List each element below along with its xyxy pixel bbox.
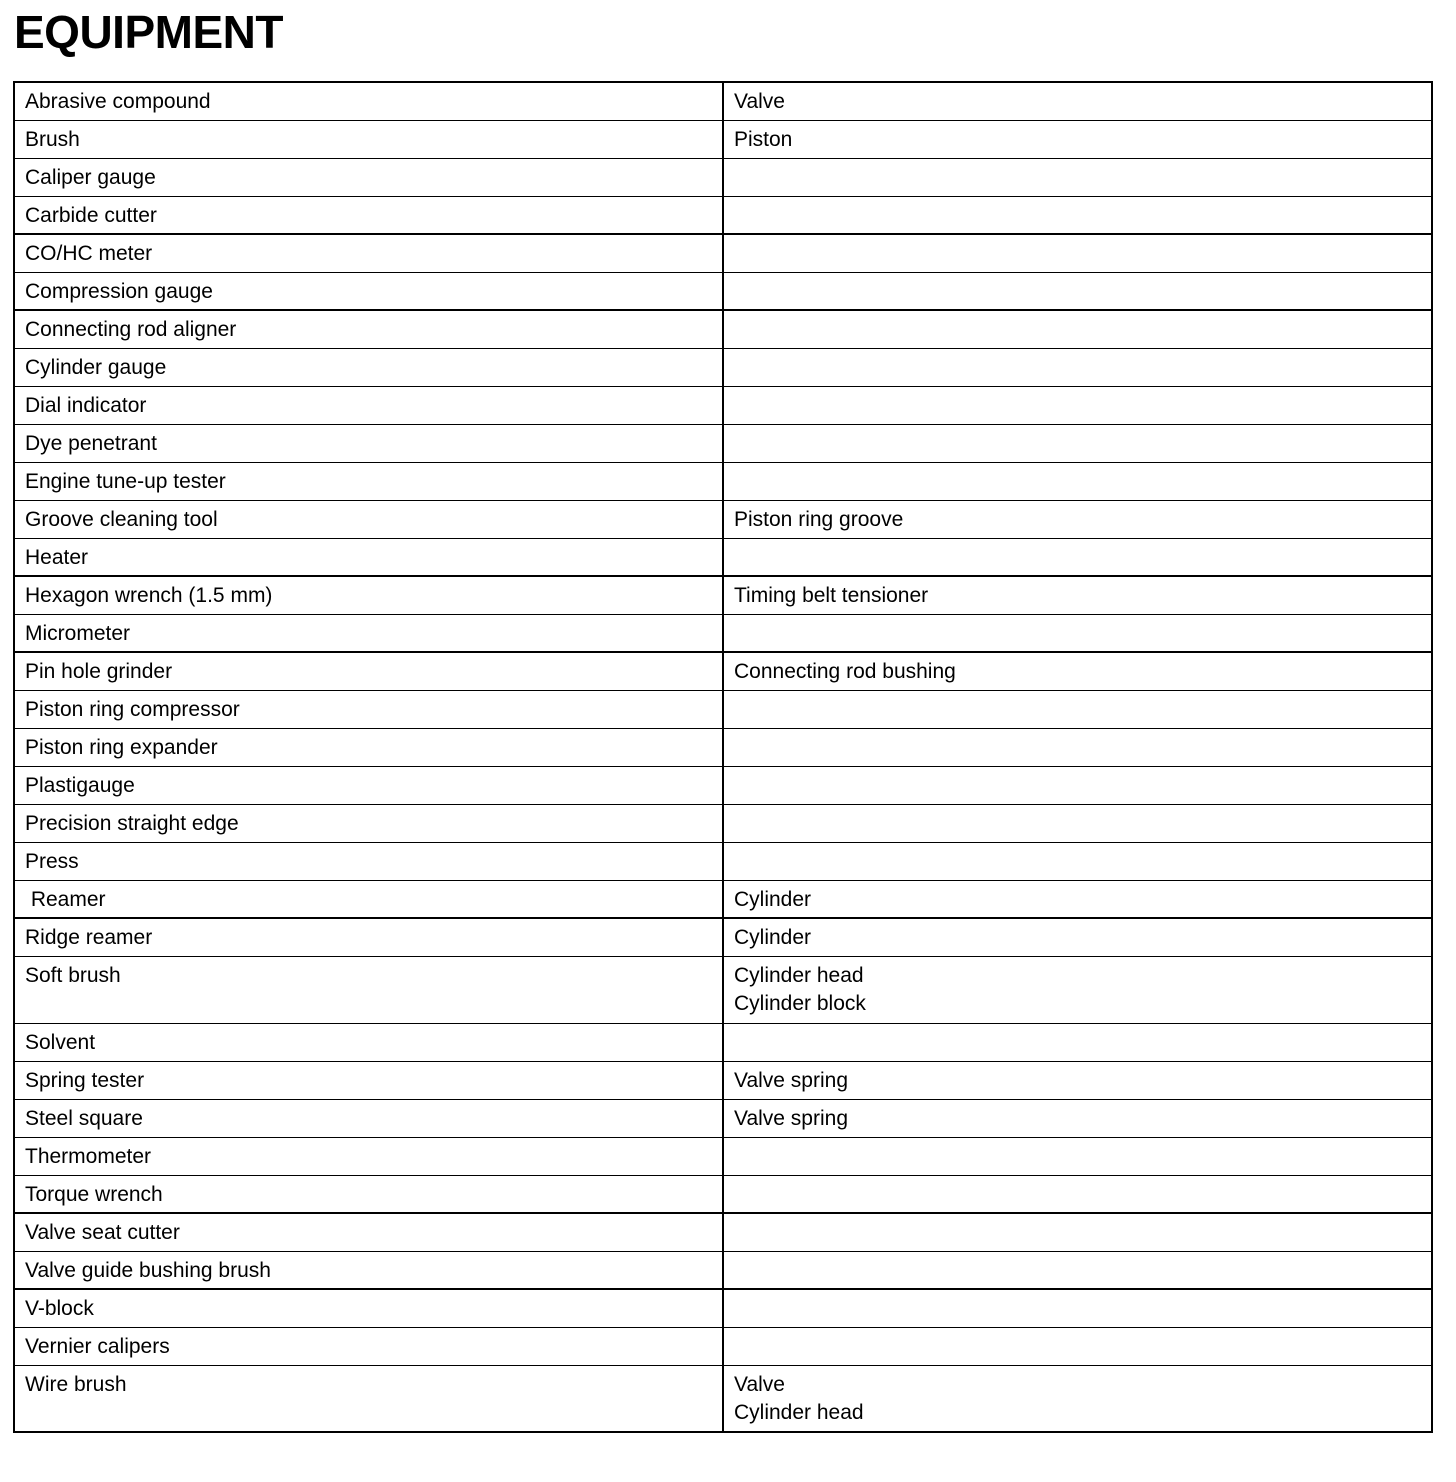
equipment-name: Steel square	[25, 1106, 143, 1130]
part-name: Cylinder	[734, 887, 812, 911]
part-name: Valve	[734, 1372, 785, 1396]
equipment-table-body	[14, 82, 1432, 1432]
part-cell	[723, 576, 1432, 614]
equipment-name: Plastigauge	[25, 773, 135, 797]
equipment-name: Heater	[25, 545, 89, 569]
equipment-cell	[14, 1327, 723, 1365]
equipment-cell	[14, 880, 723, 918]
part-cell	[723, 196, 1432, 234]
table-row	[14, 234, 1432, 272]
equipment-cell	[14, 1213, 723, 1251]
table-row	[14, 880, 1432, 918]
part-cell	[723, 1137, 1432, 1175]
equipment-name: Soft brush	[25, 963, 121, 987]
equipment-cell	[14, 842, 723, 880]
part-cell	[723, 1251, 1432, 1289]
part-cell	[723, 158, 1432, 196]
table-row	[14, 842, 1432, 880]
table-row	[14, 1099, 1432, 1137]
part-cell	[723, 1099, 1432, 1137]
equipment-name: V-block	[25, 1297, 94, 1320]
part-cell	[723, 690, 1432, 728]
equipment-cell	[14, 1023, 723, 1061]
equipment-name: Spring tester	[25, 1068, 145, 1092]
table-row	[14, 728, 1432, 766]
equipment-cell	[14, 1099, 723, 1137]
equipment-cell	[14, 500, 723, 538]
part-cell	[723, 918, 1432, 956]
equipment-cell	[14, 424, 723, 462]
part-cell	[723, 1327, 1432, 1365]
table-row	[14, 462, 1432, 500]
table-row	[14, 386, 1432, 424]
part-name: Timing belt tensioner	[734, 584, 929, 607]
part-cell	[723, 1213, 1432, 1251]
part-cell	[723, 424, 1432, 462]
table-row	[14, 918, 1432, 956]
part-name: Cylinder	[734, 926, 812, 949]
equipment-cell	[14, 272, 723, 310]
equipment-cell	[14, 614, 723, 652]
part-cell	[723, 652, 1432, 690]
equipment-cell	[14, 310, 723, 348]
equipment-name: Precision straight edge	[25, 811, 239, 835]
equipment-name: Thermometer	[25, 1144, 152, 1168]
equipment-cell	[14, 538, 723, 576]
table-row	[14, 690, 1432, 728]
part-name: Valve spring	[734, 1106, 849, 1130]
part-cell	[723, 614, 1432, 652]
part-name: Cylinder head	[734, 1400, 864, 1424]
part-cell	[723, 234, 1432, 272]
part-cell	[723, 766, 1432, 804]
equipment-name: Vernier calipers	[25, 1334, 170, 1358]
equipment-name: Compression gauge	[25, 279, 213, 303]
table-row	[14, 956, 1432, 1023]
equipment-cell	[14, 1175, 723, 1213]
table-row	[14, 1327, 1432, 1365]
equipment-table	[13, 81, 1433, 1433]
table-row	[14, 576, 1432, 614]
table-row	[14, 538, 1432, 576]
part-cell	[723, 310, 1432, 348]
table-row	[14, 652, 1432, 690]
table-row	[14, 1213, 1432, 1251]
table-row	[14, 196, 1432, 234]
equipment-cell	[14, 804, 723, 842]
equipment-cell	[14, 348, 723, 386]
part-name: Cylinder head	[734, 963, 864, 987]
table-row	[14, 1289, 1432, 1327]
equipment-name: Solvent	[25, 1030, 96, 1054]
part-cell	[723, 728, 1432, 766]
equipment-name: Abrasive compound	[25, 90, 211, 113]
part-cell	[723, 804, 1432, 842]
table-row	[14, 766, 1432, 804]
equipment-cell	[14, 1137, 723, 1175]
page-title: EQUIPMENT	[14, 6, 283, 58]
equipment-name: Connecting rod aligner	[25, 318, 237, 341]
equipment-name: Pin hole grinder	[25, 660, 173, 683]
equipment-cell	[14, 918, 723, 956]
part-cell	[723, 500, 1432, 538]
part-cell	[723, 1289, 1432, 1327]
table-row	[14, 310, 1432, 348]
part-cell	[723, 538, 1432, 576]
part-name: Valve spring	[734, 1068, 849, 1092]
part-cell	[723, 956, 1432, 1023]
equipment-name: Micrometer	[25, 621, 131, 645]
part-name: Piston	[734, 127, 793, 151]
equipment-name: Dye penetrant	[25, 431, 157, 455]
table-row	[14, 1137, 1432, 1175]
part-name: Valve	[734, 90, 785, 113]
equipment-name: Wire brush	[25, 1372, 127, 1396]
equipment-name: Carbide cutter	[25, 203, 157, 227]
equipment-cell	[14, 234, 723, 272]
equipment-name: Piston ring expander	[25, 735, 218, 759]
equipment-cell	[14, 196, 723, 234]
table-row	[14, 614, 1432, 652]
part-cell	[723, 120, 1432, 158]
part-cell	[723, 462, 1432, 500]
equipment-cell	[14, 690, 723, 728]
equipment-name: Groove cleaning tool	[25, 507, 218, 531]
part-cell	[723, 272, 1432, 310]
part-name: Piston ring groove	[734, 507, 904, 531]
equipment-cell	[14, 956, 723, 1023]
table-row	[14, 804, 1432, 842]
table-row	[14, 1175, 1432, 1213]
part-cell	[723, 880, 1432, 918]
equipment-cell	[14, 158, 723, 196]
equipment-cell	[14, 1061, 723, 1099]
equipment-cell	[14, 728, 723, 766]
equipment-cell	[14, 120, 723, 158]
equipment-name: Brush	[25, 127, 80, 151]
table-row	[14, 500, 1432, 538]
part-cell	[723, 386, 1432, 424]
table-row	[14, 424, 1432, 462]
equipment-name: Engine tune-up tester	[25, 469, 226, 493]
equipment-name: Valve guide bushing brush	[25, 1258, 271, 1282]
part-name: Connecting rod bushing	[734, 660, 956, 683]
table-row	[14, 348, 1432, 386]
equipment-name: Press	[25, 849, 79, 873]
part-cell	[723, 82, 1432, 120]
table-row	[14, 82, 1432, 120]
table-row	[14, 158, 1432, 196]
part-cell	[723, 1061, 1432, 1099]
table-row	[14, 120, 1432, 158]
equipment-name: Torque wrench	[25, 1182, 163, 1206]
equipment-name: Hexagon wrench (1.5 mm)	[25, 584, 273, 607]
equipment-cell	[14, 386, 723, 424]
equipment-name: Valve seat cutter	[25, 1221, 180, 1244]
table-row	[14, 1251, 1432, 1289]
equipment-name: Piston ring compressor	[25, 697, 240, 721]
table-row	[14, 272, 1432, 310]
part-name: Cylinder block	[734, 991, 866, 1015]
equipment-name: CO/HC meter	[25, 242, 153, 265]
table-row	[14, 1365, 1432, 1432]
table-row	[14, 1023, 1432, 1061]
equipment-cell	[14, 576, 723, 614]
part-cell	[723, 1365, 1432, 1432]
equipment-name: Reamer	[25, 887, 106, 911]
equipment-cell	[14, 82, 723, 120]
part-cell	[723, 842, 1432, 880]
part-cell	[723, 1175, 1432, 1213]
equipment-name: Cylinder gauge	[25, 355, 167, 379]
equipment-cell	[14, 1289, 723, 1327]
equipment-name: Ridge reamer	[25, 926, 153, 949]
part-cell	[723, 1023, 1432, 1061]
part-cell	[723, 348, 1432, 386]
equipment-cell	[14, 652, 723, 690]
equipment-cell	[14, 462, 723, 500]
equipment-cell	[14, 1365, 723, 1432]
equipment-name: Caliper gauge	[25, 165, 156, 189]
table-row	[14, 1061, 1432, 1099]
equipment-cell	[14, 766, 723, 804]
equipment-name: Dial indicator	[25, 393, 147, 417]
equipment-cell	[14, 1251, 723, 1289]
